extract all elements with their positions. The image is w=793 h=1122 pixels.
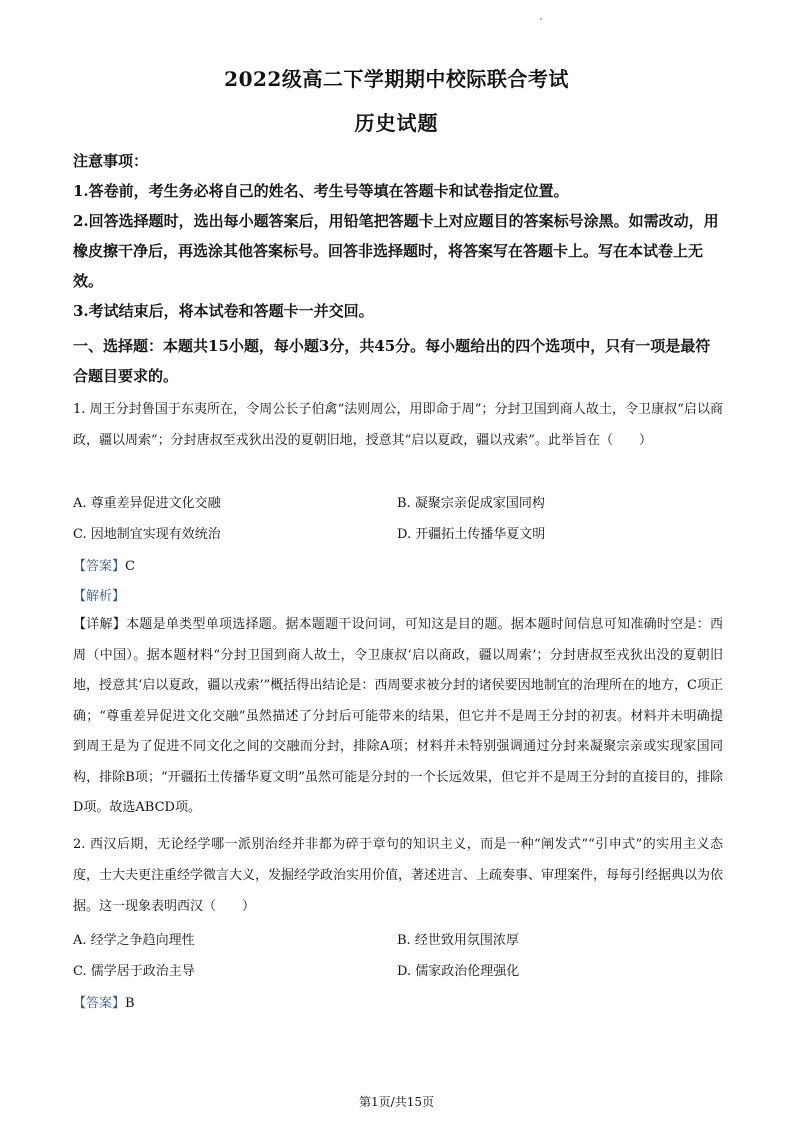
notice-section bbox=[73, 146, 723, 326]
q2-option-a: A. 经学之争趋向理性 bbox=[73, 933, 195, 948]
exam-subject: 历史试题 bbox=[354, 111, 439, 135]
question-1-stem: 1. 周王分封鲁国于东夷所在，令周公长子伯禽“法则周公，用即命于周”；分封卫国到商人故土，令卫康叔“启以商政，疆以周索”；分封唐叔至戎狄出没的夏朝旧地，授意其“启以夏政，疆以戎索”。此举旨在（ ） bbox=[73, 402, 723, 448]
section-heading: 一、选择题：本题共15小题，每小题3分，共45分。每小题给出的四个选项中，只有一项是最符合题目要求的。 bbox=[73, 337, 711, 385]
answer-tag: 【答案】 bbox=[73, 559, 126, 574]
q1-option-c: C. 因地制宜实现有效统治 bbox=[73, 527, 221, 542]
answer-value: B bbox=[125, 996, 135, 1011]
answer-value: C bbox=[125, 559, 135, 574]
exam-title: 2022级高二下学期期中校际联合考试 bbox=[224, 67, 569, 91]
q1-detail bbox=[73, 610, 723, 824]
q2-option-c: C. 儒学居于政治主导 bbox=[73, 964, 195, 979]
notice-item-2: 2.回答选择题时，选出每小题答案后，用铅笔把答题卡上对应题目的答案标号涂黑。如需改动，用橡皮擦干净后，再选涂其他答案标号。回答非选择题时，将答案写在答题卡上。写在本试卷上无效。 bbox=[73, 212, 719, 290]
question-2-stem: 2. 西汉后期，无论经学哪一派别治经并非都为碎于章句的知识主义，而是一种“阐发式”“引申式”的实用主义态度，士大夫更注重经学微言大义，发掘经学政治实用价值，著述进言、上疏奏事、审理案件，每每引经据典以为依据。这一现象表明西汉（ ） bbox=[73, 837, 724, 914]
page-footer: 第1页/共15页 bbox=[359, 1095, 434, 1109]
q1-answer bbox=[73, 555, 135, 574]
q1-analysis bbox=[73, 585, 125, 604]
detail-tag: 【详解】 bbox=[73, 617, 127, 632]
q1-option-a: A. 尊重差异促进文化交融 bbox=[73, 496, 221, 511]
q2-option-d: D. 儒家政治伦理强化 bbox=[397, 964, 520, 979]
scan-dot bbox=[540, 18, 542, 20]
detail-text: 本题是单类型单项选择题。据本题题干设问词，可知这是目的题。据本题时间信息可知准确时空是：西周（中国）。据本题材料“分封卫国到商人故土，令卫康叔‘启以商政，疆以周索’；分封唐叔至戎狄出没的夏朝旧地，授意其‘启以夏政，疆以戎索’”概括得出结论是：西周要求被分封的诸侯要因地制宜的治理所在的地方，C项正确；“尊重差异促进文化交融”虽然描述了分封后可能带来的结果，但它并不是周王分封的初衷。材料并未明确提到周王是为了促进不同文化之间的交融而分封，排除A项；材料并未特别强调通过分封来凝聚宗亲或实现家国同构，排除B项；“开疆拓土传播华夏文明”虽然可能是分封的一个长远效果，但它并不是周王分封的直接目的，排除D项。故选ABCD项。 bbox=[73, 617, 723, 815]
q1-option-d: D. 开疆拓土传播华夏文明 bbox=[397, 527, 546, 542]
analysis-tag: 【解析】 bbox=[73, 589, 126, 604]
q2-option-b: B. 经世致用氛围浓厚 bbox=[397, 933, 519, 948]
notice-item-3: 3.考试结束后，将本试卷和答题卡一并交回。 bbox=[73, 302, 374, 320]
notice-item-1: 1.答卷前，考生务必将自己的姓名、考生号等填在答题卡和试卷指定位置。 bbox=[73, 182, 569, 200]
q1-option-b: B. 凝聚宗亲促成家国同构 bbox=[397, 496, 545, 511]
answer-tag: 【答案】 bbox=[73, 996, 126, 1011]
q2-answer bbox=[73, 992, 135, 1011]
notice-heading: 注意事项： bbox=[73, 152, 149, 170]
